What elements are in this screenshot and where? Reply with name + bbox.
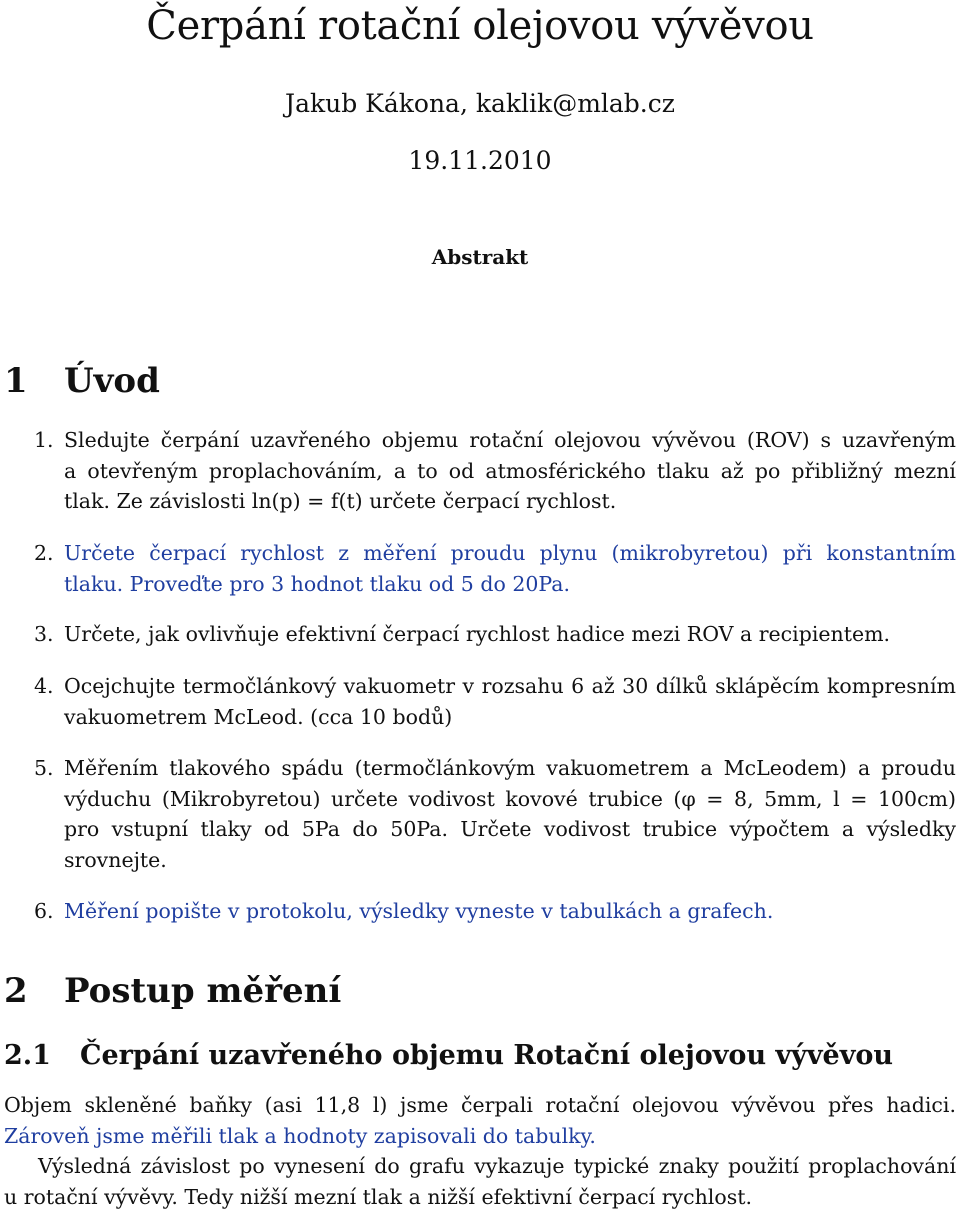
abstract-heading: Abstrakt: [0, 243, 960, 271]
list-item-line: Určete, jak ovlivňuje efektivní čerpací rychlost hadice mezi ROV a recipientem.: [64, 619, 956, 650]
paragraph: [4, 1090, 956, 1151]
list-item-line: Ocejchujte termočlánkový vakuometr v rozsahu 6 až 30 dílků sklápěcím kompresním: [64, 671, 956, 702]
paragraph-line: Výsledná závislost po vynesení do grafu vykazuje typické znaky použití proplachování: [4, 1151, 956, 1182]
section-number: 2: [4, 969, 64, 1013]
section-number: 1: [4, 359, 64, 403]
section-title: Postup měření: [64, 971, 341, 1011]
document-date: 19.11.2010: [0, 145, 960, 177]
paragraph-line: u rotační vývěvy. Tedy nižší mezní tlak a nižší efektivní čerpací rychlost.: [4, 1182, 956, 1212]
list-item: [64, 619, 956, 650]
list-item: [64, 538, 956, 599]
paragraph-line: Zároveň jsme měřili tlak a hodnoty zapisovali do tabulky.: [4, 1121, 956, 1152]
paragraph-line: Objem skleněné baňky (asi 11,8 l) jsme čerpali rotační olejovou vývěvou přes hadici.: [4, 1090, 956, 1121]
list-item-line: Měření popište v protokolu, výsledky vyneste v tabulkách a grafech.: [64, 896, 956, 927]
list-item-line: a otevřeným proplachováním, a to od atmosférického tlaku až po přibližný mezní: [64, 456, 956, 487]
list-item-line: Sledujte čerpání uzavřeného objemu rotační olejovou vývěvou (ROV) s uzavřeným: [64, 425, 956, 456]
list-item-number: 1.: [34, 425, 62, 456]
document-title: Čerpání rotační olejovou vývěvou: [0, 2, 960, 50]
list-item-line: Měřením tlakového spádu (termočlánkovým vakuometrem a McLeodem) a proudu: [64, 753, 956, 784]
list-item-line: srovnejte.: [64, 845, 956, 876]
list-item-number: 2.: [34, 538, 62, 569]
list-item: [64, 753, 956, 875]
list-item-number: 5.: [34, 753, 62, 784]
list-item-line: výduchu (Mikrobyretou) určete vodivost kovové trubice (φ = 8, 5mm, l = 100cm): [64, 784, 956, 815]
list-item: [64, 896, 956, 927]
list-item: [64, 425, 956, 517]
list-item-line: pro vstupní tlaky od 5Pa do 50Pa. Určete vodivost trubice výpočtem a výsledky: [64, 814, 956, 845]
list-item-number: 4.: [34, 671, 62, 702]
subsection-heading: [4, 1038, 893, 1074]
subsection-title: Čerpání uzavřeného objemu Rotační olejovou vývěvou: [80, 1040, 893, 1071]
paragraph: [4, 1151, 956, 1212]
section-heading-uvod: [4, 359, 160, 403]
list-item-line: vakuometrem McLeod. (cca 10 bodů): [64, 702, 956, 733]
list-item-line: Určete čerpací rychlost z měření proudu plynu (mikrobyretou) při konstantním: [64, 538, 956, 569]
list-item-number: 3.: [34, 619, 62, 650]
list-item-line: tlaku. Proveďte pro 3 hodnot tlaku od 5 do 20Pa.: [64, 569, 956, 600]
list-item: [64, 671, 956, 732]
subsection-number: 2.1: [4, 1038, 80, 1074]
section-heading-postup: [4, 969, 341, 1013]
author-line: Jakub Kákona, kaklik@mlab.cz: [0, 88, 960, 120]
list-item-number: 6.: [34, 896, 62, 927]
list-item-line: tlak. Ze závislosti ln(p) = f(t) určete čerpací rychlost.: [64, 486, 956, 517]
section-title: Úvod: [64, 361, 160, 401]
